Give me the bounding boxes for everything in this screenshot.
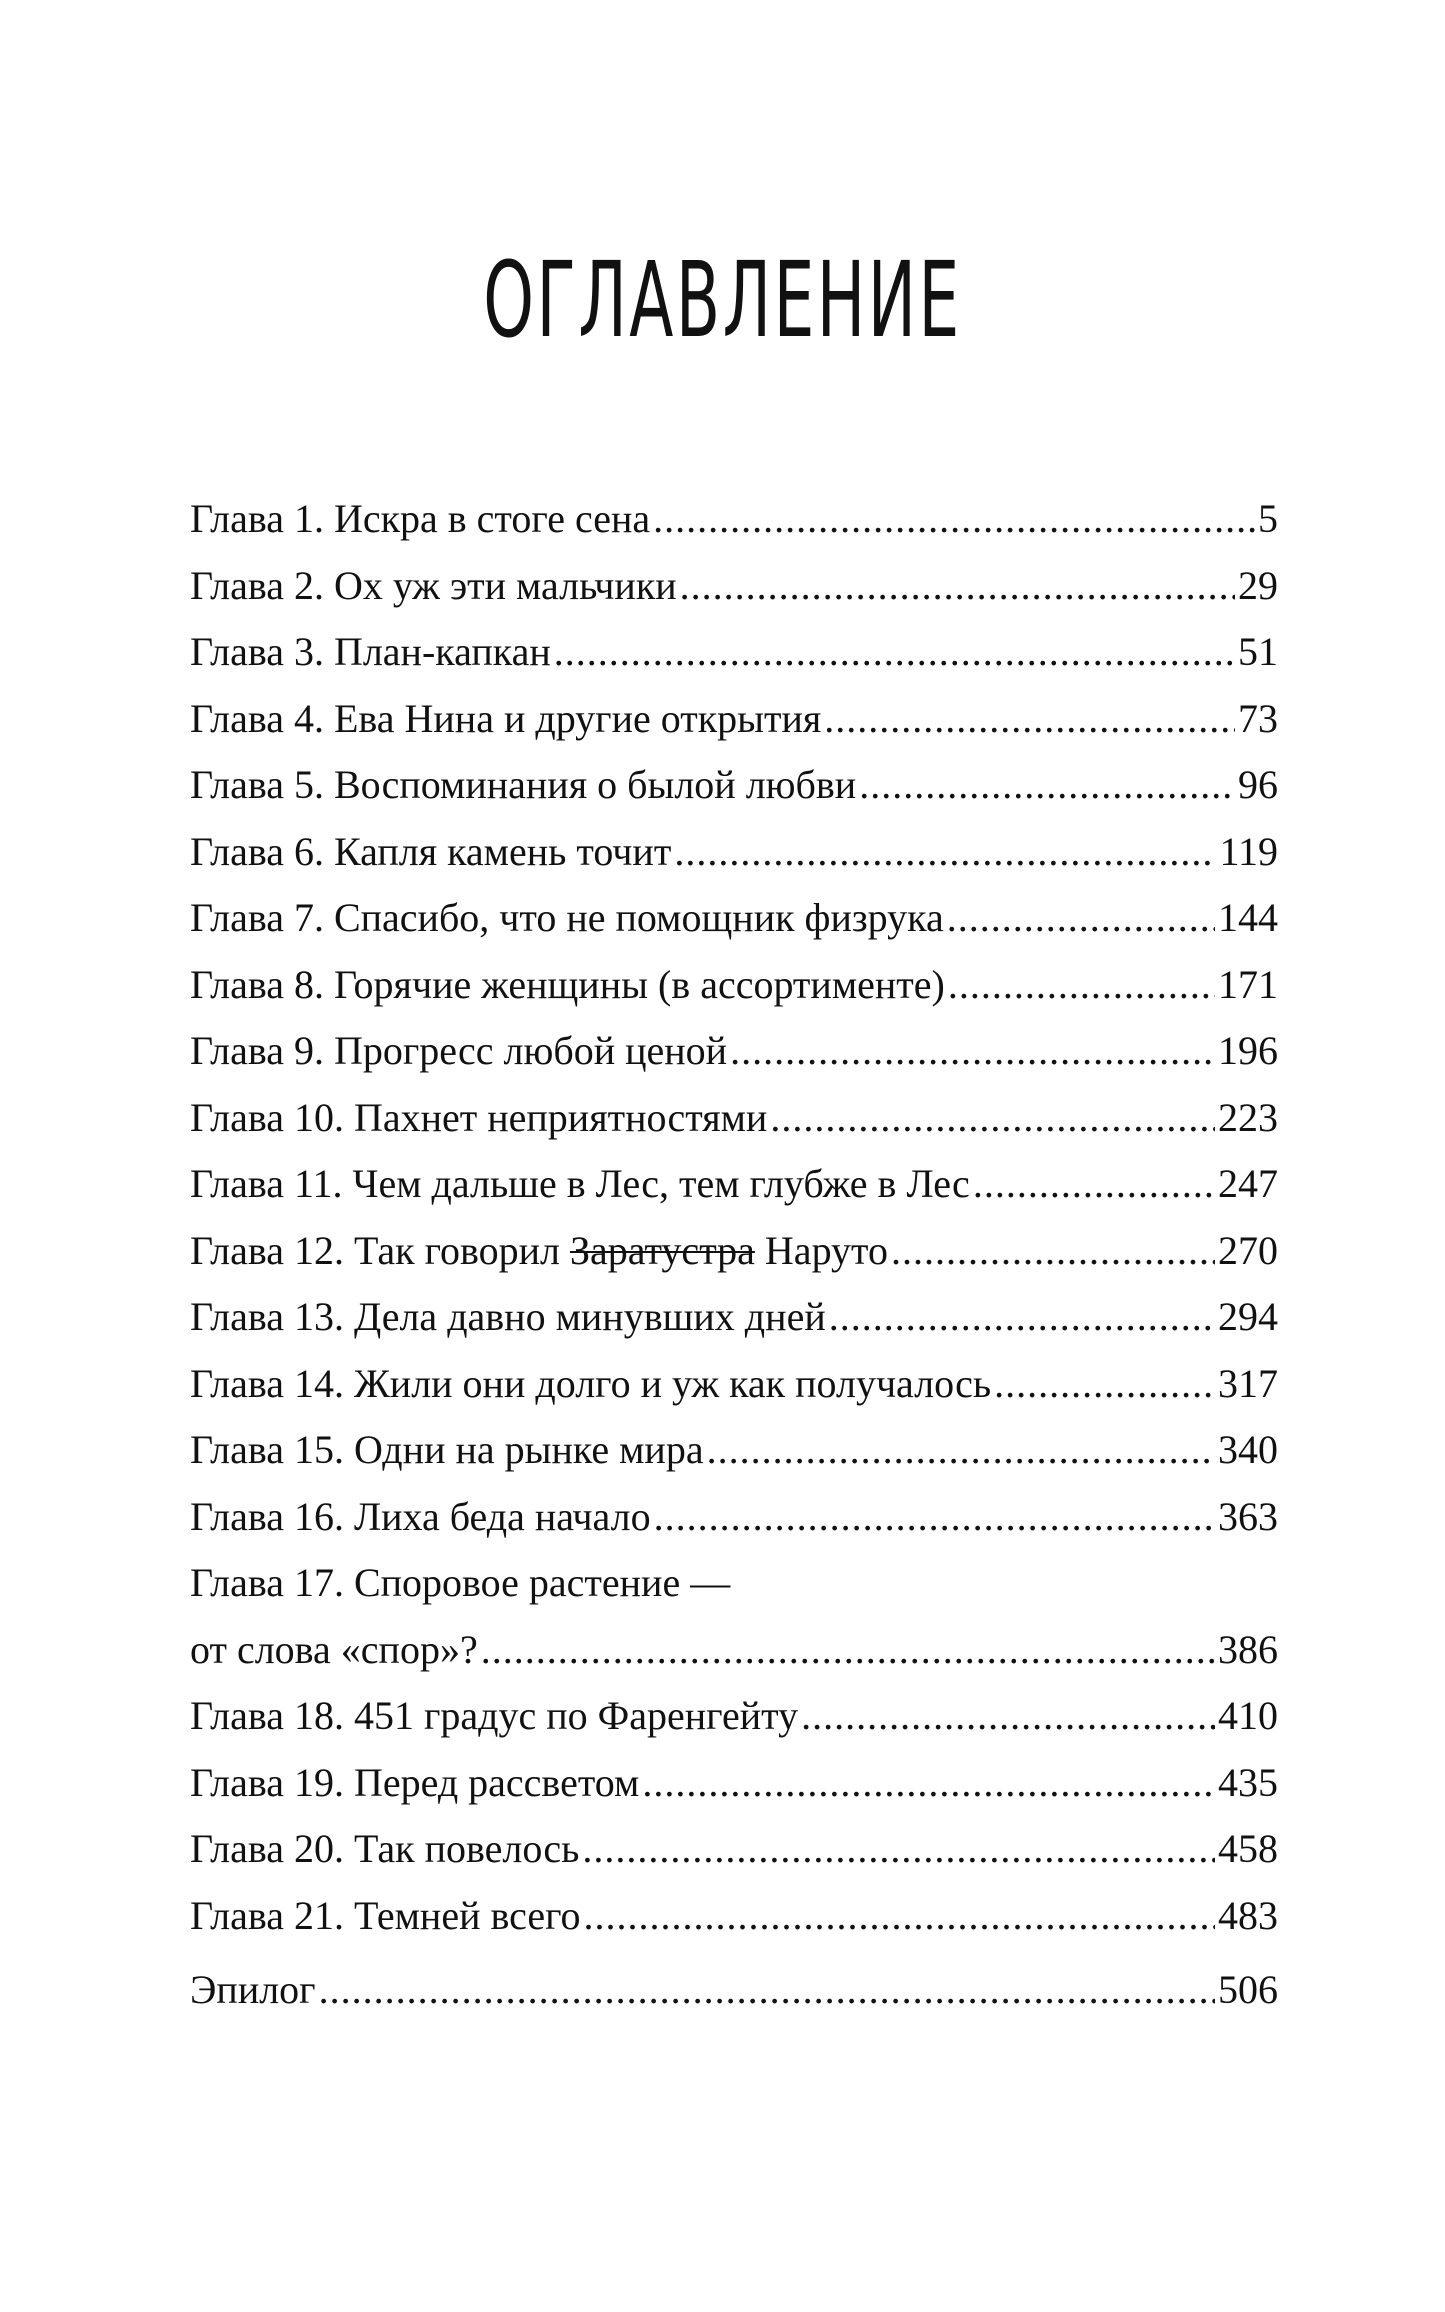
toc-entry-page: 51 xyxy=(1238,629,1278,674)
toc-entry-page: 119 xyxy=(1219,828,1278,874)
toc-entry-2 xyxy=(190,553,1278,620)
toc-entry-5 xyxy=(190,752,1278,819)
toc-entry-page: 5 xyxy=(1258,496,1278,541)
toc-entry-title-start: Глава 12. Так говорил xyxy=(190,1227,570,1273)
toc-entry-12 xyxy=(190,1218,1278,1285)
toc-entry-title: Эпилог xyxy=(190,1967,316,2012)
toc-entry-title: Глава 8. Горячие женщины (в ассортименте) xyxy=(190,961,945,1007)
dot-leader xyxy=(973,1151,1215,1218)
toc-entry-page: 363 xyxy=(1218,1493,1278,1539)
toc-entry-page: 483 xyxy=(1218,1892,1278,1938)
dot-leader xyxy=(653,486,1255,553)
page-title: ОГЛАВЛЕНИЕ xyxy=(483,239,962,361)
toc-entry-epilogue xyxy=(190,1957,1278,2024)
toc-entry-title: Глава 2. Ох уж эти мальчики xyxy=(190,562,677,608)
toc-entry-14 xyxy=(190,1351,1278,1418)
table-of-contents xyxy=(190,486,1278,2024)
dot-leader xyxy=(680,553,1235,620)
dot-leader xyxy=(859,752,1235,819)
toc-entry-page: 144 xyxy=(1218,895,1278,940)
dot-leader xyxy=(319,1957,1215,2024)
toc-entry-title: Глава 7. Спасибо, что не помощник физрука xyxy=(190,895,944,940)
toc-entry-page: 196 xyxy=(1218,1028,1278,1073)
toc-entry-18 xyxy=(190,1683,1278,1750)
toc-entry-title: Глава 3. План-капкан xyxy=(190,629,551,674)
toc-entry-21 xyxy=(190,1883,1278,1950)
toc-entry-page: 458 xyxy=(1218,1826,1278,1871)
dot-leader xyxy=(829,1284,1215,1351)
toc-entry-title: Глава 16. Лиха беда начало xyxy=(190,1493,651,1539)
toc-entry-7 xyxy=(190,885,1278,952)
toc-entry-16 xyxy=(190,1484,1278,1551)
dot-leader xyxy=(770,1085,1215,1152)
toc-entry-13 xyxy=(190,1284,1278,1351)
toc-entry-page: 435 xyxy=(1218,1759,1278,1805)
dot-leader xyxy=(584,1883,1215,1950)
toc-entry-title: Глава 9. Прогресс любой ценой xyxy=(190,1028,728,1073)
toc-entry-title-end: Наруто xyxy=(754,1227,888,1273)
toc-entry-15 xyxy=(190,1417,1278,1484)
toc-entry-title: Глава 11. Чем дальше в Лес, тем глубже в Лес xyxy=(190,1161,970,1206)
dot-leader xyxy=(654,1484,1215,1551)
toc-entry-page: 294 xyxy=(1218,1294,1278,1339)
toc-entry-3 xyxy=(190,619,1278,686)
toc-entry-8 xyxy=(190,952,1278,1019)
toc-entry-page: 96 xyxy=(1238,762,1278,807)
toc-entry-page: 317 xyxy=(1218,1360,1278,1406)
toc-entry-page: 73 xyxy=(1238,695,1278,741)
toc-entry-title: Глава 15. Одни на рынке мира xyxy=(190,1427,704,1472)
toc-entry-title: Глава 13. Дела давно минувших дней xyxy=(190,1294,826,1339)
toc-entry-page: 270 xyxy=(1218,1227,1278,1273)
toc-entry-9 xyxy=(190,1018,1278,1085)
dot-leader xyxy=(481,1617,1215,1684)
toc-entry-title: Глава 19. Перед рассветом xyxy=(190,1759,640,1805)
toc-entry-title: Глава 1. Искра в стоге сена xyxy=(190,496,651,541)
toc-entry-title xyxy=(190,1218,888,1285)
dot-leader xyxy=(642,1750,1215,1817)
toc-entry-title: Глава 10. Пахнет неприятностями xyxy=(190,1094,768,1140)
toc-entry-17-line-1 xyxy=(190,1550,1278,1617)
toc-entry-17-line-2 xyxy=(190,1617,1278,1684)
toc-entry-title: от слова «спор»? xyxy=(190,1626,478,1672)
toc-entry-4 xyxy=(190,686,1278,753)
toc-entry-page: 410 xyxy=(1218,1693,1278,1738)
toc-entry-6 xyxy=(190,819,1278,886)
dot-leader xyxy=(891,1218,1215,1285)
dot-leader xyxy=(707,1417,1215,1484)
dot-leader xyxy=(554,619,1235,686)
toc-entry-10 xyxy=(190,1085,1278,1152)
toc-entry-1 xyxy=(190,486,1278,553)
toc-entry-page: 340 xyxy=(1218,1427,1278,1472)
toc-entry-19 xyxy=(190,1750,1278,1817)
dot-leader xyxy=(824,686,1235,753)
toc-entry-11 xyxy=(190,1151,1278,1218)
toc-entry-page: 506 xyxy=(1218,1967,1278,2012)
toc-entry-20 xyxy=(190,1816,1278,1883)
dot-leader xyxy=(730,1018,1215,1085)
toc-entry-page: 247 xyxy=(1218,1161,1278,1206)
toc-entry-page: 223 xyxy=(1218,1094,1278,1140)
dot-leader xyxy=(582,1816,1215,1883)
dot-leader xyxy=(948,952,1215,1019)
toc-entry-page: 171 xyxy=(1218,961,1278,1007)
toc-entry-title: Глава 14. Жили они долго и уж как получалось xyxy=(190,1360,992,1406)
toc-entry-title: Глава 18. 451 градус по Фаренгейту xyxy=(190,1693,799,1738)
toc-entry-page: 386 xyxy=(1218,1626,1278,1672)
toc-entry-title: Глава 6. Капля камень точит xyxy=(190,828,672,874)
dot-leader xyxy=(674,819,1216,886)
toc-entry-title: Глава 20. Так повелось xyxy=(190,1826,580,1871)
dot-leader xyxy=(801,1683,1215,1750)
dot-leader xyxy=(994,1351,1215,1418)
struck-out-word: Заратустра xyxy=(569,1227,755,1273)
toc-entry-page: 29 xyxy=(1238,562,1278,608)
toc-entry-title: Глава 5. Воспоминания о былой любви xyxy=(190,762,857,807)
toc-entry-title: Глава 17. Споровое растение — xyxy=(190,1560,731,1605)
toc-entry-title: Глава 4. Ева Нина и другие открытия xyxy=(190,695,822,741)
dot-leader xyxy=(947,885,1215,952)
toc-entry-title: Глава 21. Темней всего xyxy=(190,1892,581,1938)
